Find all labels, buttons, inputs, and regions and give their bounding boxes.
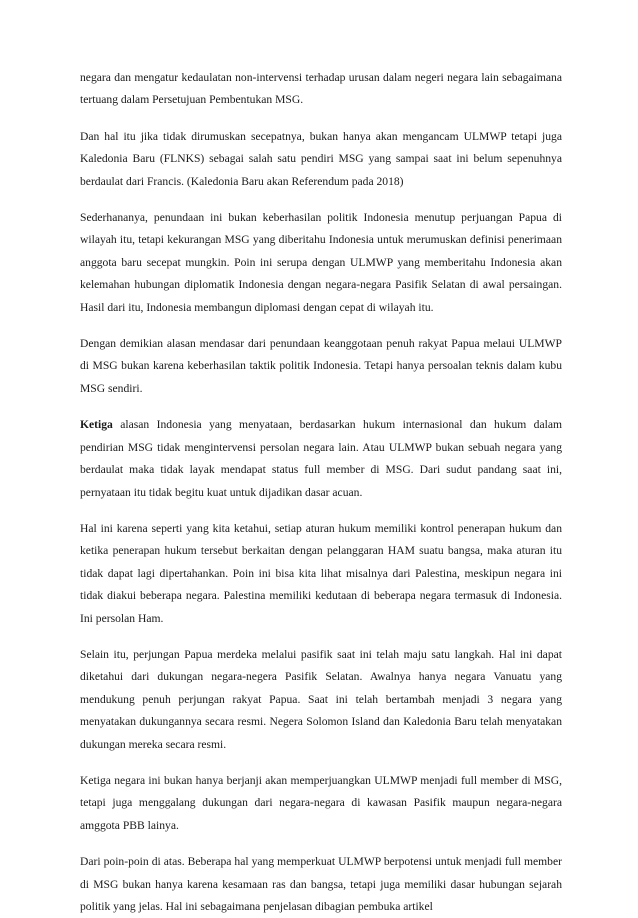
paragraph	[80, 518, 562, 630]
paragraph	[80, 644, 562, 756]
paragraph-text: Sederhananya, penundaan ini bukan keberhasilan politik Indonesia menutup perjuangan Papua di wilayah itu, tetapi kekurangan MSG yang diberitahu Indonesia untuk merumuskan definisi penerimaan anggota baru secepat mungkin. Poin ini serupa dengan ULMWP yang memberitahu Indonesia akan kelemahan hubungan diplomatik Indonesia dengan negara-negara Pasifik Selatan di awal persaingan. Hasil dari itu, Indonesia membangun diplomasi dengan cepat di wilayah itu.	[80, 211, 562, 314]
paragraph	[80, 414, 562, 504]
paragraph-text: Dan hal itu jika tidak dirumuskan secepatnya, bukan hanya akan mengancam ULMWP tetapi juga Kaledonia Baru (FLNKS) sebagai salah satu pendiri MSG yang sampai saat ini belum sepenuhnya berdaulat dari Francis. (Kaledonia Baru akan Referendum pada 2018)	[80, 129, 562, 188]
paragraph	[80, 126, 562, 193]
paragraph	[80, 67, 562, 112]
paragraph	[80, 207, 562, 319]
paragraph	[80, 770, 562, 837]
paragraph-text: Hal ini karena seperti yang kita ketahui, setiap aturan hukum memiliki kontrol penerapan hukum dan ketika penerapan hukum tersebut berkaitan dengan pelanggaran HAM suatu bangsa, maka aturan itu tidak dapat lagi dipertahankan. Poin ini bisa kita lihat misalnya dari Palestina, meskipun negara ini tidak diakui beberapa negara. Palestina memiliki kedutaan di beberapa negara termasuk di Indonesia. Ini persolan Ham.	[80, 521, 562, 625]
paragraph-lead-bold: Ketiga	[80, 418, 113, 432]
paragraph-text: alasan Indonesia yang menyataan, berdasarkan hukum internasional dan hukum dalam pendirian MSG tidak mengintervensi persolan negara lain. Atau ULMWP bukan sebuah negara yang berdaulat maka tidak layak mendapat status full member di MSG. Dari sudut pandang saat ini, pernyataan itu tidak begitu kuat untuk dijadikan dasar acuan.	[80, 418, 562, 499]
paragraph-text: negara dan mengatur kedaulatan non-intervensi terhadap urusan dalam negeri negara lain sebagaimana tertuang dalam Persetujuan Pembentukan MSG.	[80, 71, 562, 107]
paragraph-text: Selain itu, perjungan Papua merdeka melalui pasifik saat ini telah maju satu langkah. Hal ini dapat diketahui dari dukungan negara-negera Pasifik Selatan. Awalnya hanya negara Vanuatu yang mendukung penuh perjungan rakyat Papua. Saat ini telah bertambah menjadi 3 negara yang menyatakan dukungannya secara resmi. Negera Solomon Island dan Kaledonia Baru telah menyatakan dukungan mereka secara resmi.	[80, 647, 562, 751]
paragraph-text: Dari poin-poin di atas. Beberapa hal yang memperkuat ULMWP berpotensi untuk menjadi full member di MSG bukan hanya karena kesamaan ras dan bangsa, tetapi juga memiliki dasar hubungan sejarah politik yang jelas. Hal ini sebagaimana penjelasan dibagian pembuka artikel	[80, 855, 562, 913]
paragraph	[80, 851, 562, 918]
paragraph	[80, 333, 562, 400]
paragraph-text: Ketiga negara ini bukan hanya berjanji akan memperjuangkan ULMWP menjadi full member di MSG, tetapi juga menggalang dukungan dari negara-negara di kawasan Pasifik maupun negara-negara amggota PBB lainya.	[80, 773, 562, 832]
paragraph-text: Dengan demikian alasan mendasar dari penundaan keanggotaan penuh rakyat Papua melaui ULMWP di MSG bukan karena keberhasilan taktik politik Indonesia. Tetapi hanya persoalan teknis dalam kubu MSG sendiri.	[80, 337, 562, 395]
